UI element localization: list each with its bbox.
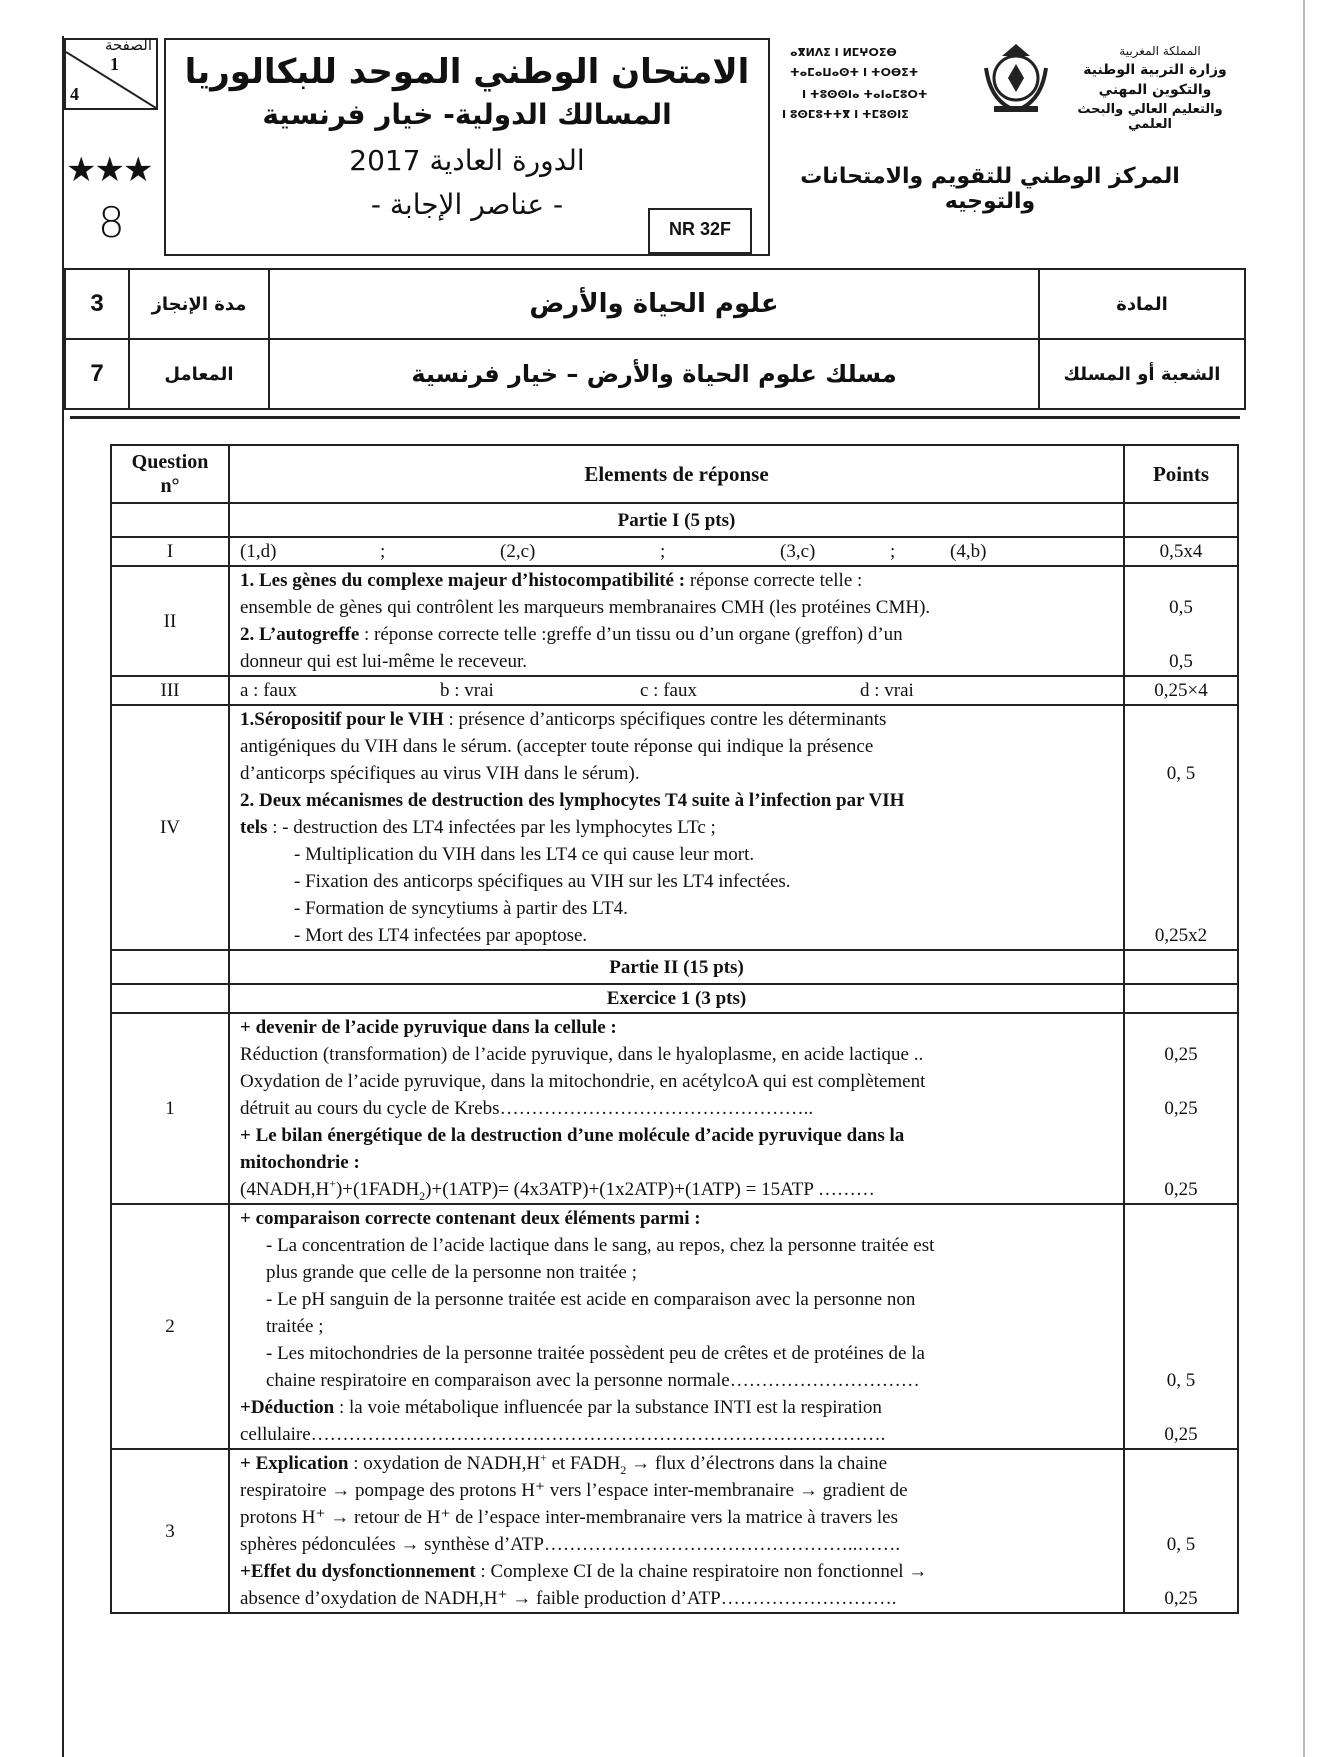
points-value: 0,5 [1169, 651, 1193, 672]
tifinagh-line-2: ⵜⴰⵎⴰⵡⴰⵙⵜ ⵏ ⵜⵔⴱⵉⵜ [790, 66, 919, 79]
q4-line9: - Mort des LT4 infectées par apoptose. [294, 925, 588, 946]
exam-track: المسالك الدولية- خيار فرنسية [262, 98, 672, 131]
kingdom-name: المملكة المغربية [1119, 44, 1201, 58]
subject-info-table [64, 268, 1246, 410]
q4-line5-bold: tels [240, 817, 268, 838]
page-number: 1 [110, 54, 119, 74]
q2-line4: donneur qui est lui-même le receveur. [240, 651, 528, 672]
points-value: 0,25 [1164, 1098, 1198, 1119]
ministry-line-1: وزارة التربية الوطنية [1083, 62, 1227, 78]
ministry-line-2: والتكوين المهني [1098, 82, 1212, 98]
part1-title: Partie I (5 pts) [229, 503, 1124, 537]
page-number-box [64, 38, 158, 110]
points-value: 0,25×4 [1124, 676, 1238, 705]
e3-line5-bold: +Effet du dysfonctionnement [240, 1561, 476, 1582]
q3-answer-c: c : faux [640, 680, 697, 701]
exercise1-title: Exercice 1 (3 pts) [229, 984, 1124, 1013]
q4-line8: - Formation de syncytiums à partir des LT4. [294, 898, 628, 919]
table-row-q4 [111, 705, 1238, 950]
e2-line1: + comparaison correcte contenant deux éléments parmi : [240, 1208, 701, 1229]
subject-name: علوم الحياة والأرض [269, 269, 1039, 339]
points-value: 0, 5 [1166, 1534, 1196, 1555]
q1-sep-3: ; [890, 541, 896, 562]
points-value: 0, 5 [1166, 763, 1196, 784]
question-number: III [111, 676, 229, 705]
e2-line2: - La concentration de l’acide lactique dans le sang, au repos, chez la personne traitée est [266, 1235, 935, 1256]
exercise1-row [111, 984, 1238, 1013]
exam-title: الامتحان الوطني الموحد للبكالوريا [184, 52, 750, 92]
q2-line3-text: : réponse correcte telle :greffe d’un tissu ou d’un organe (greffon) d’un [359, 624, 903, 645]
question-number: II [111, 566, 229, 676]
points-value: 0,5x4 [1124, 537, 1238, 566]
e3-line4: sphères pédonculées → synthèse d’ATP…………………………………………..……. [240, 1534, 901, 1555]
q4-line7: - Fixation des anticorps spécifiques au VIH sur les LT4 infectées. [294, 871, 791, 892]
e2-line4: - Le pH sanguin de la personne traitée est acide en comparaison avec la personne non [266, 1289, 916, 1310]
table-row-q2 [111, 566, 1238, 676]
e3-line2: respiratoire → pompage des protons H⁺ vers l’espace inter-membranaire → gradient de [240, 1480, 908, 1501]
part2-title: Partie II (15 pts) [229, 950, 1124, 984]
tifinagh-line-4: ⵏ ⵓⵙⵎⵓⵜⵜⴳ ⵏ ⵜⵎⵓⵙⵏⵉ [782, 108, 909, 121]
exam-title-box [164, 38, 770, 256]
page-frame-right [1303, 0, 1305, 1757]
page-total: 4 [70, 84, 79, 104]
national-center-name: المركز الوطني للتقويم والامتحانات والتوجيه [800, 164, 1180, 214]
q1-sep-2: ; [660, 541, 666, 562]
e2-line8-bold: +Déduction [240, 1397, 335, 1418]
duration-label: مدة الإنجاز [129, 269, 269, 339]
coat-of-arms-icon [980, 38, 1052, 114]
exam-session: الدورة العادية 2017 [349, 144, 585, 177]
q4-line4: 2. Deux mécanismes de destruction des lymphocytes T4 suite à l’infection par VIH [240, 790, 905, 811]
coefficient-value: 7 [65, 339, 129, 409]
e3-line1-sub: 2 [620, 1462, 627, 1477]
e3-line6: absence d’oxydation de NADH,H⁺ → faible production d’ATP………………………. [240, 1588, 897, 1609]
question-number: 2 [111, 1204, 229, 1449]
header-separator [70, 416, 1240, 419]
e3-line5-text: : Complexe CI de la chaine respiratoire non fonctionnel → [475, 1561, 928, 1582]
duration-value: 3 [65, 269, 129, 339]
q1-sep-1: ; [380, 541, 386, 562]
q2-line3-bold: 2. L’autogreffe [240, 624, 360, 645]
e3-line1-mid: et FADH [546, 1453, 621, 1474]
points-value: 0,5 [1169, 597, 1193, 618]
points-value: 0,25 [1164, 1044, 1198, 1065]
e2-line6: - Les mitochondries de la personne traitée possèdent peu de crêtes et de protéines de la [266, 1343, 925, 1364]
q4-line5-text: : - destruction des LT4 infectées par les lymphocytes LTc ; [267, 817, 716, 838]
points-value: 0,25 [1164, 1424, 1198, 1445]
q2-line2: ensemble de gènes qui contrôlent les marqueurs membranaires CMH (les protéines CMH). [240, 597, 931, 618]
q4-line2: antigéniques du VIH dans le sérum. (accepter toute réponse qui indique la présence [240, 736, 874, 757]
e1-formula-a: (4NADH,H [240, 1179, 330, 1200]
e3-line1-bold: + Explication [240, 1453, 349, 1474]
answer-table [110, 444, 1239, 1614]
e1-formula-c: )+(1ATP)= (4x3ATP)+(1x2ATP)+(1ATP) = 15ATP ……… [425, 1179, 875, 1200]
q1-answer-a: (1,d) [240, 541, 277, 562]
question-number: 3 [111, 1449, 229, 1613]
ministry-line-3: والتعليم العالي والبحث العلمي [1077, 102, 1223, 132]
part2-row [111, 950, 1238, 984]
question-number: I [111, 537, 229, 566]
q3-answer-a: a : faux [240, 680, 297, 701]
col-header-question: Question n° [111, 445, 229, 503]
q1-answer-c: (3,c) [780, 541, 816, 562]
q3-answer-b: b : vrai [440, 680, 494, 701]
e1-line2: Réduction (transformation) de l’acide pyruvique, dans le hyaloplasme, en acide lactique .. [240, 1044, 924, 1065]
document-type: - عناصر الإجابة - [370, 188, 564, 221]
handwritten-mark: 8 [98, 198, 125, 247]
q3-answer-d: d : vrai [860, 680, 914, 701]
tifinagh-line-3: ⵏ ⵜⵓⵙⵙⵏⴰ ⵜⴰⵏⴰⵎⵓⵔⵜ [802, 88, 928, 101]
e1-line4: détruit au cours du cycle de Krebs………………………………………….. [240, 1098, 814, 1119]
col-header-elements: Elements de réponse [229, 445, 1124, 503]
stars-mark: ★★★ [66, 152, 152, 189]
track-label: الشعبة أو المسلك [1039, 339, 1245, 409]
points-value: 0, 5 [1166, 1370, 1196, 1391]
q4-line3: d’anticorps spécifiques au virus VIH dans le sérum). [240, 763, 640, 784]
table-row-e3 [111, 1449, 1238, 1613]
e2-line3: plus grande que celle de la personne non traitée ; [266, 1262, 637, 1283]
q2-line1-bold: 1. Les gènes du complexe majeur d’histocompatibilité : [240, 570, 686, 591]
e1-line5: + Le bilan énergétique de la destruction d’une molécule d’acide pyruvique dans la [240, 1125, 905, 1146]
e2-line8-text: : la voie métabolique influencée par la substance INTI est la respiration [334, 1397, 882, 1418]
e1-formula-sup: + [329, 1176, 336, 1191]
e3-line1-end: → flux d’électrons dans la chaine [626, 1453, 888, 1474]
page-label: الصفحة [104, 36, 152, 54]
e2-line5: traitée ; [266, 1316, 324, 1337]
exam-code-box [648, 208, 752, 254]
question-number: 1 [111, 1013, 229, 1204]
q1-answer-b: (2,c) [500, 541, 536, 562]
points-value: 0,25 [1164, 1588, 1198, 1609]
q4-line1-bold: 1.Séropositif pour le VIH [240, 709, 444, 730]
q2-line1-text: réponse correcte telle : [685, 570, 863, 591]
table-row-q1 [111, 537, 1238, 566]
e3-line1-text: : oxydation de NADH,H [348, 1453, 541, 1474]
table-row-e1 [111, 1013, 1238, 1204]
e1-line1: + devenir de l’acide pyruvique dans la cellule : [240, 1017, 617, 1038]
tifinagh-line-1: ⴰⴳⵍⴷⵉ ⵏ ⵍⵎⵖⵔⵉⴱ [790, 46, 897, 59]
subject-label: المادة [1039, 269, 1245, 339]
q1-answer-d: (4,b) [950, 541, 987, 562]
e3-line1-sup: + [540, 1450, 547, 1465]
table-header-row [111, 445, 1238, 503]
e3-line3: protons H⁺ → retour de H⁺ de l’espace inter-membranaire vers la matrice à travers les [240, 1507, 899, 1528]
col-header-points: Points [1124, 445, 1238, 503]
e1-formula-b: )+(1FADH [335, 1179, 420, 1200]
question-number: IV [111, 705, 229, 950]
e2-line7: chaine respiratoire en comparaison avec la personne normale………………………… [266, 1370, 920, 1391]
table-row-e2 [111, 1204, 1238, 1449]
q4-line1-text: : présence d’anticorps spécifiques contre les déterminants [443, 709, 887, 730]
e1-line3: Oxydation de l’acide pyruvique, dans la mitochondrie, en acétylcoA qui est complètement [240, 1071, 926, 1092]
points-value: 0,25x2 [1154, 925, 1208, 946]
track-name: مسلك علوم الحياة والأرض – خيار فرنسية [269, 339, 1039, 409]
exam-code: NR 32F [668, 219, 731, 239]
q4-line6: - Multiplication du VIH dans les LT4 ce qui cause leur mort. [294, 844, 755, 865]
part1-row [111, 503, 1238, 537]
points-value: 0,25 [1164, 1179, 1198, 1200]
e1-formula-sub: 2 [419, 1188, 426, 1203]
e2-line9: cellulaire………………………………………………………………………………. [240, 1424, 886, 1445]
table-row-q3 [111, 676, 1238, 705]
e1-line6: mitochondrie : [240, 1152, 360, 1173]
coefficient-label: المعامل [129, 339, 269, 409]
